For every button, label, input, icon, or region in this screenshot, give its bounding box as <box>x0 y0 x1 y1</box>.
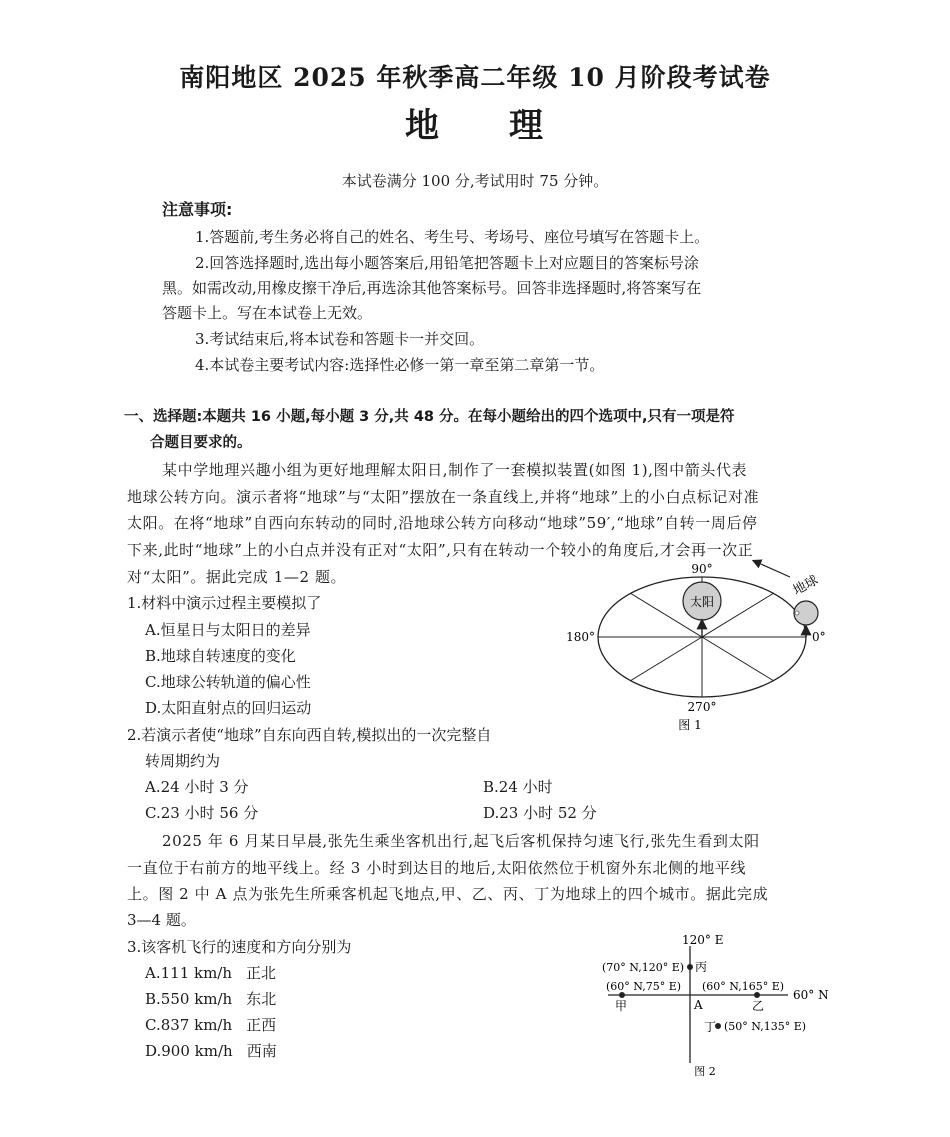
passage2-line-1: 2025 年 6 月某日早晨,张先生乘坐客机出行,起飞后客机保持匀速飞行,张先生看到太阳 <box>162 832 760 850</box>
q1-option-c: C.地球公转轨道的偏心性 <box>145 673 311 691</box>
a-label: A <box>694 998 703 1012</box>
sun-label: 太阳 <box>689 595 715 609</box>
q3-option-b <box>145 988 276 1009</box>
exam-info: 本试卷满分 100 分,考试用时 75 分钟。 <box>341 172 609 190</box>
notice-line-1: 1.答题前,考生务必将自己的姓名、考生号、考场号、座位号填写在答题卡上。 <box>195 228 710 246</box>
q1-option-d: D.太阳直射点的回归运动 <box>145 699 312 717</box>
notice-line-5: 3.考试结束后,将本试卷和答题卡一并交回。 <box>195 330 485 348</box>
orbit-spoke-3 <box>630 637 702 681</box>
figure-2-caption: 图 2 <box>694 1065 716 1078</box>
q1-stem: 1.材料中演示过程主要模拟了 <box>127 594 322 612</box>
subject-char-2: 理 <box>509 106 545 146</box>
jia-label: 甲 <box>615 999 628 1013</box>
passage1-line-3: 太阳。在将“地球”自西向东转动的同时,沿地球公转方向移动“地球”59′,“地球”自转一周后停 <box>127 514 758 532</box>
q3-option-c <box>145 1014 276 1035</box>
deg-180-label: 180° <box>566 630 595 644</box>
bing-coord: (70° N,120° E) <box>602 961 685 974</box>
q3-option-a <box>145 962 276 983</box>
yi-label: 乙 <box>752 999 765 1013</box>
subject-title <box>0 98 950 147</box>
notice-line-3: 黑。如需改动,用橡皮擦干净后,再选涂其他答案标号。回答非选择题时,将答案写在 <box>162 279 702 297</box>
deg-270-label: 270° <box>687 700 717 714</box>
bing-label: 丙 <box>695 960 708 974</box>
orbit-spoke-4 <box>702 637 774 681</box>
bing-point <box>687 964 693 970</box>
passage1-line-4: 下来,此时“地球”上的小白点并没有正对“太阳”,只有在转动一个较小的角度后,才会再一次正 <box>127 541 754 559</box>
notice-line-6: 4.本试卷主要考试内容:选择性必修一第一章至第二章第一节。 <box>195 356 605 374</box>
q2-option-b: B.24 小时 <box>483 778 553 796</box>
jia-coord: (60° N,75° E) <box>606 980 682 993</box>
notice-line-2: 2.回答选择题时,选出每小题答案后,用铅笔把答题卡上对应题目的答案标号涂 <box>195 254 699 272</box>
q3-option-d-dir: 西南 <box>246 1042 277 1060</box>
exam-title: 南阳地区 2025 年秋季高二年级 10 月阶段考试卷 <box>179 63 771 92</box>
figure-2 <box>590 928 850 1078</box>
deg-0-label: 0° <box>812 630 826 644</box>
q3-option-d-speed: D.900 km/h <box>145 1042 233 1060</box>
passage2-line-4: 3—4 题。 <box>127 911 196 929</box>
meridian-label: 120° E <box>682 933 724 947</box>
notice-heading: 注意事项: <box>162 200 233 219</box>
section-heading-line-2: 合题目要求的。 <box>150 435 252 451</box>
q3-option-b-dir: 东北 <box>246 990 277 1008</box>
parallel-label: 60° N <box>793 988 829 1002</box>
q1-option-a: A.恒星日与太阳日的差异 <box>145 621 311 639</box>
passage1-line-2: 地球公转方向。演示者将“地球”与“太阳”摆放在一条直线上,并将“地球”上的小白点标记对准 <box>127 488 760 506</box>
q3-option-c-dir: 正西 <box>246 1016 277 1034</box>
figure-1 <box>560 555 860 735</box>
revolution-direction-arrow <box>754 561 790 577</box>
q3-stem: 3.该客机飞行的速度和方向分别为 <box>127 938 352 956</box>
q2-stem-line-1: 2.若演示者使“地球”自东向西自转,模拟出的一次完整自 <box>127 726 492 744</box>
q3-option-d <box>145 1040 277 1061</box>
ding-label: 丁 <box>704 1020 717 1034</box>
section-heading-line-1: 一、选择题:本题共 16 小题,每小题 3 分,共 48 分。在每小题给出的四个选项中,只有一项是符 <box>124 409 735 425</box>
q2-stem-line-2: 转周期约为 <box>145 752 221 770</box>
q3-option-c-speed: C.837 km/h <box>145 1016 233 1034</box>
figure-1-caption: 图 1 <box>678 718 702 732</box>
passage2-line-3: 上。图 2 中 A 点为张先生所乘客机起飞地点,甲、乙、丙、丁为地球上的四个城市。据此完成 <box>127 885 769 903</box>
earth-label: 地球 <box>790 573 821 599</box>
passage1-line-5: 对“太阳”。据此完成 1—2 题。 <box>127 568 347 586</box>
passage2-line-2: 一直位于右前方的地平线上。经 3 小时到达目的地后,太阳依然位于机窗外东北侧的地平线 <box>127 859 747 877</box>
q2-option-a: A.24 小时 3 分 <box>145 778 249 796</box>
q1-option-b: B.地球自转速度的变化 <box>145 647 296 665</box>
q2-option-c: C.23 小时 56 分 <box>145 804 259 822</box>
earth-white-dot <box>795 611 799 615</box>
ding-coord: (50° N,135° E) <box>724 1020 807 1033</box>
notice-line-4: 答题卡上。写在本试卷上无效。 <box>162 304 373 322</box>
q2-option-d: D.23 小时 52 分 <box>483 804 597 822</box>
subject-char-1: 地 <box>405 106 441 146</box>
q3-option-a-dir: 正北 <box>246 964 277 982</box>
q3-option-b-speed: B.550 km/h <box>145 990 233 1008</box>
deg-90-label: 90° <box>691 562 713 576</box>
q3-option-a-speed: A.111 km/h <box>145 964 233 982</box>
passage1-line-1: 某中学地理兴趣小组为更好地理解太阳日,制作了一套模拟装置(如图 1),图中箭头代表 <box>162 461 748 479</box>
yi-coord: (60° N,165° E) <box>702 980 785 993</box>
